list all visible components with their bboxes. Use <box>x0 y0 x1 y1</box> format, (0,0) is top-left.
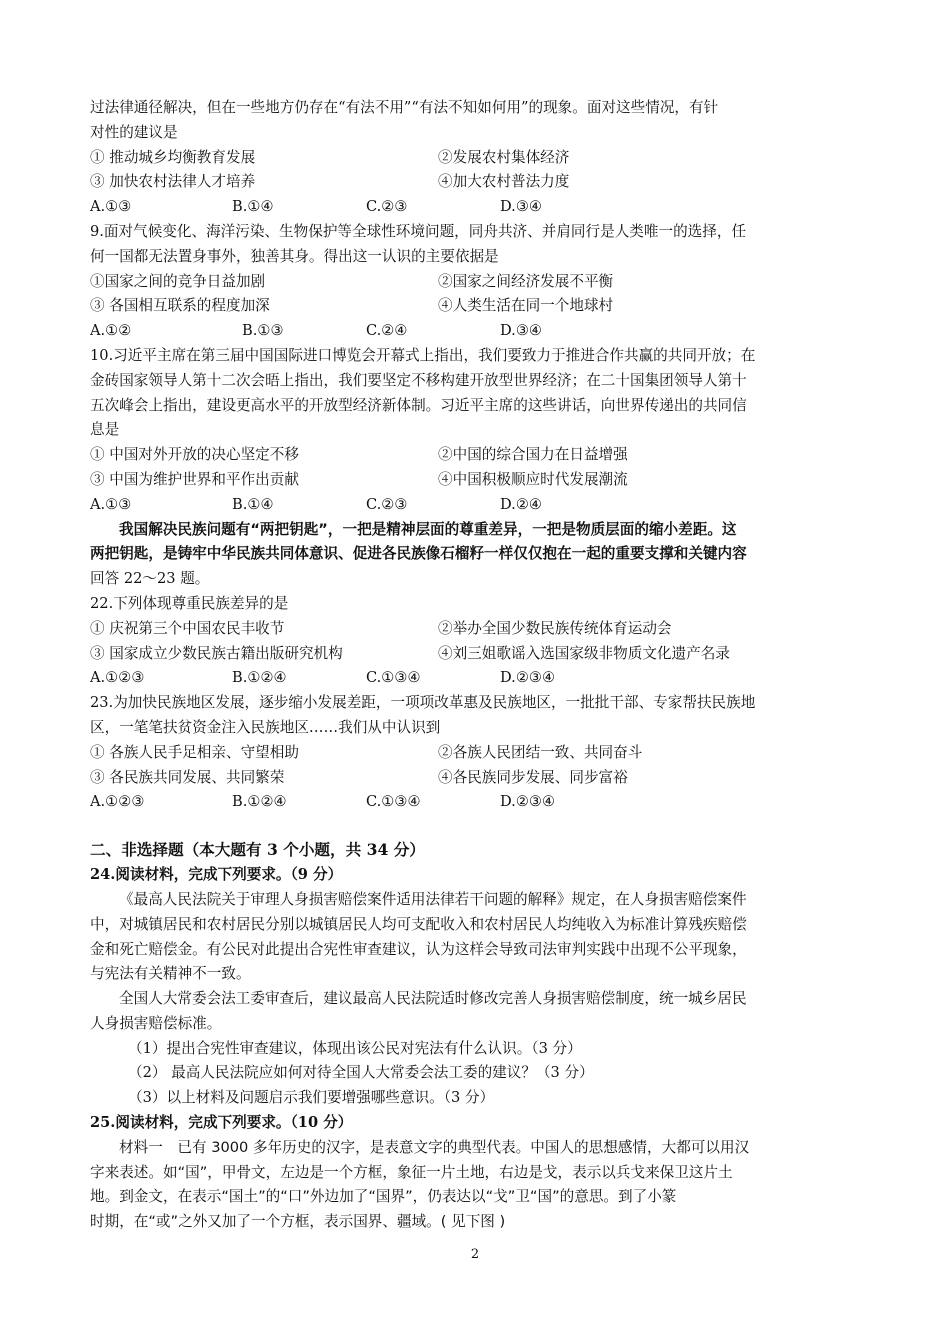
sub-question-2: （2） 最高人民法院应如何对待全国人大常委会法工委的建议？（3 分） <box>128 1064 594 1082</box>
question-stem-line: 10.习近平主席在第三届中国国际进口博览会开幕式上指出，我们要致力于推进合作共赢的共同开放；在 <box>90 346 756 364</box>
material-line: 全国人大常委会法工委审查后，建议最高人民法院适时修改完善人身损害赔偿制度，统一城乡居民 <box>119 990 747 1008</box>
question-stem-line: 9.面对气候变化、海洋污染、生物保护等全球性环境问题，同舟共济、并肩同行是人类唯一的选择，任 <box>90 222 747 240</box>
statement-3: ③ 国家成立少数民族古籍出版研究机构 <box>90 644 343 662</box>
question-8 <box>90 96 862 220</box>
statement-3: ③ 各民族共同发展、共同繁荣 <box>90 768 285 786</box>
statement-2: ②举办全国少数民族传统体育运动会 <box>438 619 672 637</box>
material-22-23 <box>90 518 862 592</box>
statement-1: ① 中国对外开放的决心坚定不移 <box>90 446 299 464</box>
choice-a: A.①②③ <box>90 793 145 811</box>
choice-b: B.①④ <box>232 198 274 216</box>
question-stem-line: 息是 <box>90 421 120 439</box>
choice-a: A.①② <box>90 322 132 340</box>
statement-1: ①国家之间的竞争日益加剧 <box>90 272 266 290</box>
question-25 <box>90 1111 862 1235</box>
choice-c: C.①③④ <box>366 793 421 811</box>
statement-1: ① 庆祝第三个中国农民丰收节 <box>90 619 285 637</box>
question-stem-line: 23.为加快民族地区发展，逐步缩小发展差距，一项项改革惠及民族地区，一批批干部、专家帮扶民族地 <box>90 694 756 712</box>
statements-row <box>90 146 862 171</box>
statements-row <box>90 766 862 791</box>
exam-page <box>90 96 862 1235</box>
question-stem-line: 五次峰会上指出，建设更高水平的开放型经济新体制。习近平主席的这些讲话，向世界传递出的共同信 <box>90 396 747 414</box>
question-stem-line: 区，一笔笔扶贫资金注入民族地区……我们从中认识到 <box>90 718 441 736</box>
sub-question-1: （1）提出合宪性审查建议，体现出该公民对宪法有什么认识。（3 分） <box>128 1039 582 1057</box>
choice-c: C.②③ <box>366 495 408 513</box>
statements-row <box>90 741 862 766</box>
material-line: 材料一 已有 3000 多年历史的汉字，是表意文字的典型代表。中国人的思想感情，大都可以用汉 <box>119 1138 750 1156</box>
choice-a: A.①③ <box>90 495 132 513</box>
question-stem-line: 对性的建议是 <box>90 123 178 141</box>
choice-c: C.②④ <box>366 322 408 340</box>
statements-row <box>90 170 862 195</box>
choice-d: D.③④ <box>500 198 542 216</box>
material-line: 《最高人民法院关于审理人身损害赔偿案件适用法律若干问题的解释》规定，在人身损害赔偿案件 <box>119 890 747 908</box>
choice-a: A.①②③ <box>90 669 145 687</box>
material-line: 人身损害赔偿标准。 <box>90 1014 222 1032</box>
statement-3: ③ 各国相互联系的程度加深 <box>90 297 270 315</box>
question-stem-line: 过法律通径解决，但在一些地方仍存在“有法不用”“有法不知如何用”的现象。面对这些情况，有针 <box>90 99 719 116</box>
statement-1: ① 推动城乡均衡教育发展 <box>90 148 256 166</box>
statement-4: ④加大农村普法力度 <box>438 173 570 191</box>
statement-4: ④人类生活在同一个地球村 <box>438 297 614 315</box>
choices-row <box>90 195 862 220</box>
choice-c: C.①③④ <box>366 669 421 687</box>
choice-a: A.①③ <box>90 198 132 216</box>
question-title: 25.阅读材料，完成下列要求。（10 分） <box>90 1114 353 1132</box>
choice-b: B.①②④ <box>232 669 287 687</box>
choice-d: D.②③④ <box>500 793 556 811</box>
choice-b: B.①④ <box>232 495 274 513</box>
question-24 <box>90 863 862 1111</box>
statements-row <box>90 468 862 493</box>
material-line: 两把钥匙，是铸牢中华民族共同体意识、促进各民族像石榴籽一样仅仅抱在一起的重要支撑和关键内容 <box>90 545 747 563</box>
material-line: 地。到金文，在表示“国土”的“口”外边加了“国界”，仍表达以“戈”卫“国”的意思。到了小篆 <box>90 1188 677 1206</box>
material-line: 金和死亡赔偿金。有公民对此提出合宪性审查建议，认为这样会导致司法审判实践中出现不公平现象， <box>90 940 747 958</box>
material-line: 字来表述。如“国”，甲骨文，左边是一个方框，象征一片土地，右边是戈，表示以兵戈来保卫这片土 <box>90 1163 733 1181</box>
statement-4: ④中国积极顺应时代发展潮流 <box>438 470 628 488</box>
material-line: 回答 22～23 题。 <box>90 570 210 588</box>
choice-c: C.②③ <box>366 198 408 216</box>
statements-row <box>90 443 862 468</box>
statements-row <box>90 270 862 295</box>
choice-d: D.③④ <box>500 322 542 340</box>
question-22 <box>90 592 862 691</box>
statements-row <box>90 294 862 319</box>
question-stem-line: 22.下列体现尊重民族差异的是 <box>90 594 289 612</box>
choices-row <box>90 319 862 344</box>
material-line: 时期，在“或”之外又加了一个方框，表示国界、疆域。( 见下图 ) <box>90 1213 506 1231</box>
statement-2: ②各族人民团结一致、共同奋斗 <box>438 743 643 761</box>
question-title: 24.阅读材料，完成下列要求。（9 分） <box>90 866 343 884</box>
material-line: 中，对城镇居民和农村居民分别以城镇居民人均可支配收入和农村居民人均纯收入为标准计算残疾赔偿 <box>90 915 747 933</box>
question-stem-line: 何一国都无法置身事外，独善其身。得出这一认识的主要依据是 <box>90 247 499 265</box>
statement-2: ②国家之间经济发展不平衡 <box>438 272 614 290</box>
question-10 <box>90 344 862 518</box>
choice-d: D.②③④ <box>500 669 556 687</box>
statements-row <box>90 642 862 667</box>
choices-row <box>90 790 862 815</box>
material-line: 与宪法有关精神不一致。 <box>90 965 251 983</box>
section-gap <box>90 815 862 837</box>
choices-row <box>90 666 862 691</box>
choices-row <box>90 493 862 518</box>
question-stem-line: 金砖国家领导人第十二次会晤上指出，我们要坚定不移构建开放型世界经济；在二十国集团领导人第十 <box>90 371 747 389</box>
question-23 <box>90 691 862 815</box>
statement-4: ④刘三姐歌谣入选国家级非物质文化遗产名录 <box>438 644 730 662</box>
statement-2: ②发展农村集体经济 <box>438 148 570 166</box>
statements-row <box>90 617 862 642</box>
page-number: 2 <box>470 1247 480 1262</box>
question-9 <box>90 220 862 344</box>
choice-b: B.①②④ <box>232 793 287 811</box>
statement-4: ④各民族同步发展、同步富裕 <box>438 768 628 786</box>
section-title: 二、非选择题（本大题有 3 个小题，共 34 分） <box>90 840 425 860</box>
statement-1: ① 各族人民手足相亲、守望相助 <box>90 743 299 761</box>
sub-question-3: （3）以上材料及问题启示我们要增强哪些意识。（3 分） <box>128 1089 495 1107</box>
material-line: 我国解决民族问题有“两把钥匙”，一把是精神层面的尊重差异，一把是物质层面的缩小差距。这 <box>119 520 737 538</box>
choice-b: B.①③ <box>242 322 284 340</box>
choice-d: D.②④ <box>500 495 542 513</box>
statement-3: ③ 中国为维护世界和平作出贡献 <box>90 470 299 488</box>
statement-3: ③ 加快农村法律人才培养 <box>90 173 256 191</box>
statement-2: ②中国的综合国力在日益增强 <box>438 446 628 464</box>
